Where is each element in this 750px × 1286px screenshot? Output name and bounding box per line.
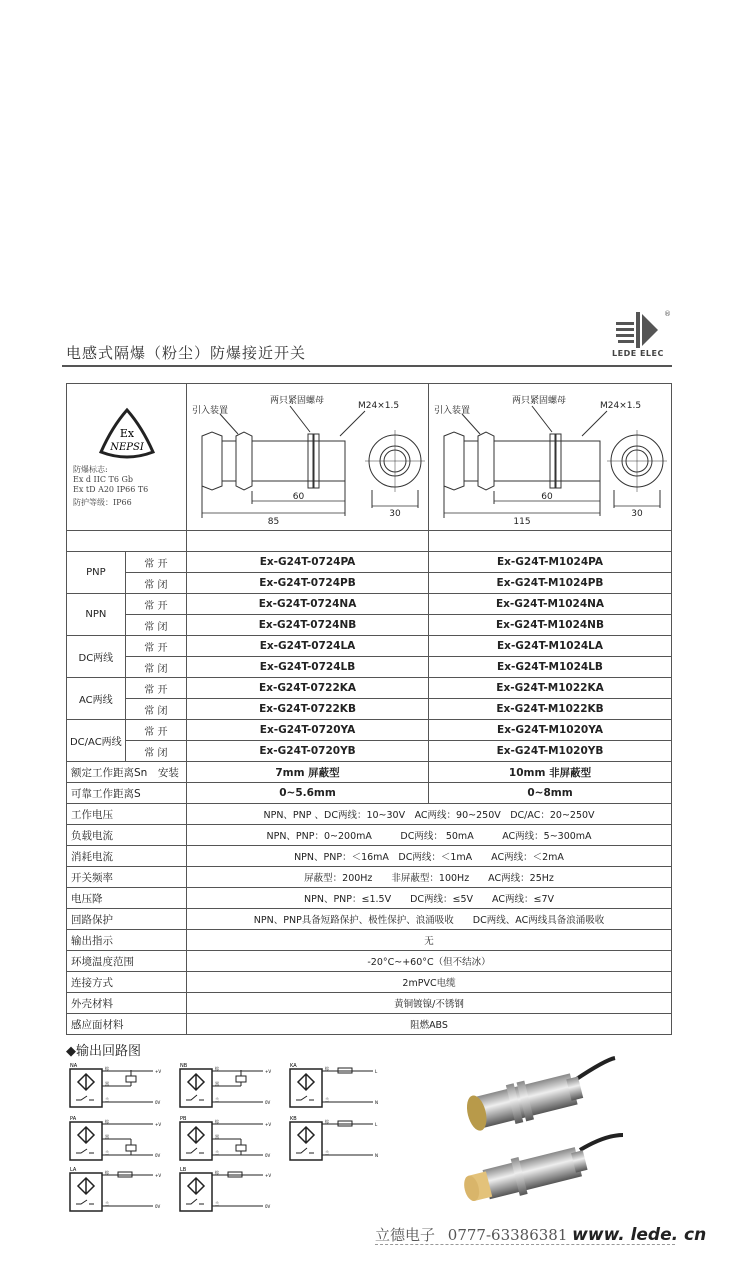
spec-value: NPN、PNP 、DC两线：10~30V AC两线：90~250V DC/AC：20~250V [187,804,672,825]
dim-inner: 60 [541,491,553,502]
spec-label: 输出指示 [67,930,187,951]
spec-label: 回路保护 [67,909,187,930]
reliable-row [67,783,672,804]
protection-rating: 防护等级：IP66 [73,497,132,507]
model-shielded: Ex-G24T-0724PB [187,573,429,594]
model-shielded: Ex-G24T-0724NA [187,594,429,615]
model-unshielded: Ex-G24T-M1022KB [429,699,672,720]
spec-value: NPN、PNP：≤1.5V DC两线：≤5V AC两线：≤7V [187,888,672,909]
drawing-cell-2 [429,384,672,531]
svg-text:0V: 0V [265,1100,271,1105]
model-row [67,573,672,594]
page-title: 电感式隔爆（粉尘）防爆接近开关 [66,344,307,362]
value-unshielded: 10mm 非屏蔽型 [429,762,672,783]
spec-label: 电压降 [67,888,187,909]
spec-row [67,867,672,888]
svg-text:+V: +V [265,1069,272,1074]
spec-table [66,383,672,1035]
svg-text:Ex: Ex [119,426,134,440]
ex-mark-label: 防爆标志: [73,464,108,474]
svg-text:棕: 棕 [215,1119,219,1124]
phone-number: 0777-63386381 [447,1226,568,1244]
value-unshielded: 0~8mm [429,783,672,804]
cert-cell [67,384,187,531]
circuit-diagram-na [68,1062,163,1110]
svg-text:N: N [375,1100,378,1105]
svg-text:+V: +V [265,1173,272,1178]
dim-total: 85 [267,516,279,526]
circuit-diagram-pb [178,1115,273,1163]
svg-text:PA: PA [70,1116,77,1122]
logo-text: LEDE ELEC [612,349,664,358]
spec-value: 阻燃ABS [187,1014,672,1035]
svg-text:+V: +V [155,1122,162,1127]
spec-label: 负载电流 [67,825,187,846]
model-shielded: Ex-G24T-0724LA [187,636,429,657]
spec-value: -20°C~+60°C（但不结冰） [187,951,672,972]
model-row [67,741,672,762]
svg-text:兰: 兰 [105,1097,109,1102]
model-unshielded: Ex-G24T-M1024PA [429,552,672,573]
svg-text:兰: 兰 [105,1150,109,1155]
value-shielded: 7mm 屏蔽型 [187,762,429,783]
svg-text:黑: 黑 [215,1081,219,1086]
circuit-diagram-kb [288,1115,383,1163]
footer [375,1224,706,1245]
svg-text:黑: 黑 [105,1081,109,1086]
model-shielded: Ex-G24T-0722KA [187,678,429,699]
svg-text:0V: 0V [155,1153,161,1158]
output-group: NPN [67,594,126,636]
distance-row [67,762,672,783]
spec-label: 开关频率 [67,867,187,888]
svg-text:黑: 黑 [105,1134,109,1139]
contact-type: 常 开 [125,594,186,615]
svg-text:0V: 0V [155,1204,161,1209]
model-unshielded: Ex-G24T-M1020YA [429,720,672,741]
output-group: DC/AC两线 [67,720,126,762]
model-unshielded: Ex-G24T-M1024LA [429,636,672,657]
model-shielded: Ex-G24T-0724LB [187,657,429,678]
lead-in-label: 引入装置 [191,405,228,416]
model-unshielded: Ex-G24T-M1024LB [429,657,672,678]
spec-row [67,909,672,930]
output-group: AC两线 [67,678,126,720]
model-row [67,594,672,615]
svg-text:PB: PB [180,1116,187,1122]
svg-text:+V: +V [155,1173,162,1178]
svg-text:+V: +V [265,1122,272,1127]
contact-type: 常 开 [125,678,186,699]
spec-row [67,993,672,1014]
svg-text:L: L [375,1069,378,1074]
model-shielded: Ex-G24T-0724NB [187,615,429,636]
product-photo [455,1050,625,1210]
spec-row [67,930,672,951]
spec-label: 环境温度范围 [67,951,187,972]
model-shielded: Ex-G24T-0720YA [187,720,429,741]
circuit-diagram-ka [288,1062,383,1110]
spec-row [67,888,672,909]
model-shielded: Ex-G24T-0724PA [187,552,429,573]
svg-text:黑: 黑 [215,1134,219,1139]
svg-text:®: ® [664,310,671,318]
spec-label: 消耗电流 [67,846,187,867]
spec-value: 屏蔽型：200Hz 非屏蔽型：100Hz AC两线：25Hz [187,867,672,888]
model-row [67,615,672,636]
circuit-diagram-nb [178,1062,273,1110]
contact-type: 常 开 [125,552,186,573]
spec-label: 外壳材料 [67,993,187,1014]
dimension-drawing-2 [432,386,668,526]
spec-label: 感应面材料 [67,1014,187,1035]
nepsi-ex-logo [97,407,157,462]
website-link[interactable]: www. lede. cn [572,1225,707,1245]
ex-mark-2: Ex tD A20 IP66 T6 [73,484,149,494]
spec-row [67,951,672,972]
contact-type: 常 闭 [125,657,186,678]
nuts-label: 两只紧固螺母 [512,395,567,406]
contact-type: 常 开 [125,636,186,657]
model-shielded: Ex-G24T-0722KB [187,699,429,720]
svg-text:0V: 0V [265,1153,271,1158]
spec-value: NPN、PNP：＜16mA DC两线：＜1mA AC两线：＜2mA [187,846,672,867]
spec-value: NPN、PNP具备短路保护、极性保护、浪涌吸收 DC两线、AC两线具备浪涌吸收 [187,909,672,930]
model-unshielded: Ex-G24T-M1024PB [429,573,672,594]
spec-value: NPN、PNP：0~200mA DC两线： 50mA AC两线：5~300mA [187,825,672,846]
svg-text:KB: KB [290,1116,297,1122]
model-shielded: Ex-G24T-0720YB [187,741,429,762]
svg-text:L: L [375,1122,378,1127]
svg-text:兰: 兰 [105,1201,109,1206]
dim-total: 115 [513,516,531,526]
dim-inner: 60 [292,491,304,502]
model-row [67,657,672,678]
model-unshielded: Ex-G24T-M1022KA [429,678,672,699]
model-row [67,678,672,699]
circuit-diagram-lb [178,1166,273,1214]
contact-type: 常 开 [125,720,186,741]
svg-text:兰: 兰 [325,1150,329,1155]
model-row [67,699,672,720]
lead-in-label: 引入装置 [434,405,471,416]
contact-type: 常 闭 [125,741,186,762]
svg-text:兰: 兰 [215,1097,219,1102]
model-unshielded: Ex-G24T-M1024NA [429,594,672,615]
contact-type: 常 闭 [125,615,186,636]
thread-label: M24×1.5 [357,400,399,411]
dim-hex: 30 [631,508,643,519]
circuit-diagram-pa [68,1115,163,1163]
spec-row [67,825,672,846]
svg-text:0V: 0V [265,1204,271,1209]
spec-row [67,1014,672,1035]
svg-text:棕: 棕 [325,1066,329,1071]
value-shielded: 0~5.6mm [187,783,429,804]
nuts-label: 两只紧固螺母 [269,395,324,406]
svg-text:兰: 兰 [215,1150,219,1155]
footer-line [375,1244,675,1245]
spec-row [67,972,672,993]
svg-text:棕: 棕 [105,1170,109,1175]
svg-text:NB: NB [180,1063,188,1069]
model-unshielded: Ex-G24T-M1020YB [429,741,672,762]
contact-type: 常 闭 [125,699,186,720]
thread-label: M24×1.5 [600,400,642,411]
circuit-diagram-la [68,1166,163,1214]
svg-text:NEPSI: NEPSI [109,441,144,453]
spec-label: 连接方式 [67,972,187,993]
spec-row [67,804,672,825]
svg-text:NA: NA [70,1063,78,1069]
output-group: PNP [67,552,126,594]
svg-text:LA: LA [70,1167,77,1173]
model-unshielded: Ex-G24T-M1024NB [429,615,672,636]
model-row [67,552,672,573]
model-row [67,720,672,741]
svg-text:棕: 棕 [215,1170,219,1175]
row-label: 可靠工作距离S [67,783,187,804]
svg-text:棕: 棕 [215,1066,219,1071]
model-row [67,636,672,657]
title-divider [62,365,672,367]
row-label: 额定工作距离Sn 安装 [67,762,187,783]
dim-hex: 30 [388,508,401,519]
circuit-section-title: ◆输出回路图 [66,1044,141,1059]
drawing-cell-1 [187,384,429,531]
svg-text:兰: 兰 [215,1201,219,1206]
dimension-drawing-1 [190,386,426,526]
svg-text:N: N [375,1153,378,1158]
spec-value: 无 [187,930,672,951]
svg-text:兰: 兰 [325,1097,329,1102]
output-group: DC两线 [67,636,126,678]
svg-text:LB: LB [180,1167,187,1173]
company-name: 立德电子 [375,1226,436,1244]
spec-value: 2mPVC电缆 [187,972,672,993]
ex-mark-1: Ex d IIC T6 Gb [73,474,134,484]
contact-type: 常 闭 [125,573,186,594]
spec-value: 黄铜镀镍/不锈钢 [187,993,672,1014]
svg-text:KA: KA [290,1063,297,1069]
svg-text:棕: 棕 [105,1119,109,1124]
svg-text:棕: 棕 [325,1119,329,1124]
spec-row [67,846,672,867]
svg-text:0V: 0V [155,1100,161,1105]
spec-label: 工作电压 [67,804,187,825]
svg-text:棕: 棕 [105,1066,109,1071]
svg-text:+V: +V [155,1069,162,1074]
